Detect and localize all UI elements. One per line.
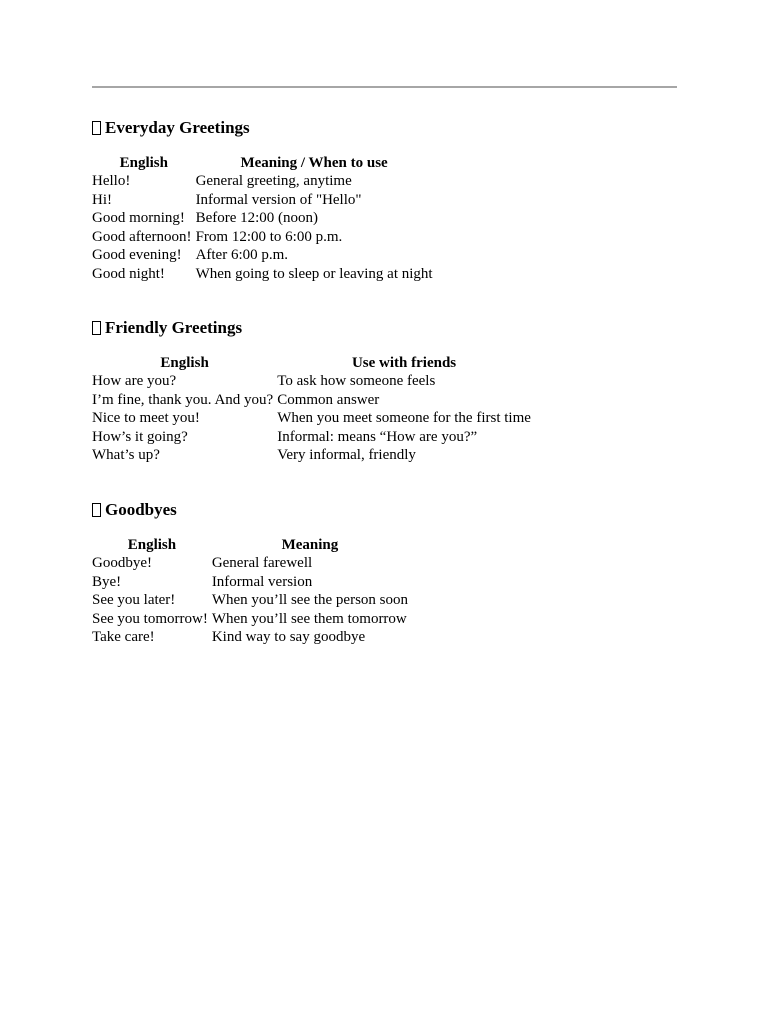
table-header-row [92,154,433,172]
missing-glyph-icon [92,503,101,517]
column-header-use: Use with friends [351,355,457,371]
phrase-meaning: Common answer [277,391,380,408]
phrase-meaning: Informal: means “How are you?” [277,428,478,445]
section-friendly-greetings [92,318,531,465]
missing-glyph-icon [92,121,101,135]
table-row [92,209,433,228]
english-phrase: Goodbye! [92,555,152,571]
table-row [92,172,433,191]
english-phrase: What’s up? [92,447,160,464]
phrase-meaning: When going to sleep or leaving at night [195,265,433,282]
phrase-meaning: General greeting, anytime [195,173,352,189]
english-phrase: I’m fine, thank you. And you? [92,391,274,408]
english-phrase: Bye! [92,573,122,590]
table-row [92,446,531,465]
table-row [92,628,408,647]
section-heading-text: Everyday Greetings [105,118,250,137]
english-phrase: How’s it going? [92,428,188,445]
column-header-meaning: Meaning / When to use [240,155,388,171]
vocabulary-table [92,154,433,284]
phrase-meaning: Informal version [211,573,313,590]
table-row [92,610,408,629]
table-row [92,554,408,573]
missing-glyph-icon [92,321,101,335]
english-phrase: Nice to meet you! [92,410,200,427]
table-header-row [92,536,408,554]
english-phrase: Good evening! [92,247,182,264]
english-phrase: Hi! [92,191,112,208]
column-header-english: English [160,355,209,371]
table-row [92,191,433,210]
table-row [92,265,433,284]
phrase-meaning: General farewell [211,555,313,571]
english-phrase: Good morning! [92,210,185,227]
english-phrase: Hello! [92,173,131,189]
vocabulary-table [92,354,531,465]
table-row [92,391,531,410]
phrase-meaning: After 6:00 p.m. [195,247,289,264]
section-heading-text: Goodbyes [105,500,177,519]
phrase-meaning: When you meet someone for the first time [277,410,531,427]
phrase-meaning: Informal version of "Hello" [195,191,362,208]
section-heading [92,318,531,338]
english-phrase: Good afternoon! [92,228,192,245]
english-phrase: Good night! [92,265,165,282]
phrase-meaning: Kind way to say goodbye [211,629,366,646]
section-goodbyes [92,500,408,647]
section-everyday-greetings [92,118,433,284]
table-row [92,246,433,265]
english-phrase: See you later! [92,592,176,609]
phrase-meaning: Before 12:00 (noon) [195,210,319,227]
vocabulary-table [92,536,408,647]
table-row [92,409,531,428]
column-header-meaning: Meaning [281,537,339,553]
phrase-meaning: When you’ll see them tomorrow [211,610,407,627]
english-phrase: Take care! [92,629,155,646]
table-row [92,228,433,247]
english-phrase: How are you? [92,373,177,389]
table-row [92,591,408,610]
table-row [92,573,408,592]
section-heading-text: Friendly Greetings [105,318,243,337]
table-header-row [92,354,531,372]
section-heading [92,500,408,520]
phrase-meaning: From 12:00 to 6:00 p.m. [195,228,343,245]
table-row [92,372,531,391]
column-header-english: English [127,537,177,553]
phrase-meaning: To ask how someone feels [277,373,436,389]
horizontal-rule [92,86,677,88]
table-row [92,428,531,447]
column-header-english: English [119,155,168,171]
english-phrase: See you tomorrow! [92,610,208,627]
section-heading [92,118,433,138]
phrase-meaning: When you’ll see the person soon [211,592,409,609]
phrase-meaning: Very informal, friendly [277,447,416,464]
